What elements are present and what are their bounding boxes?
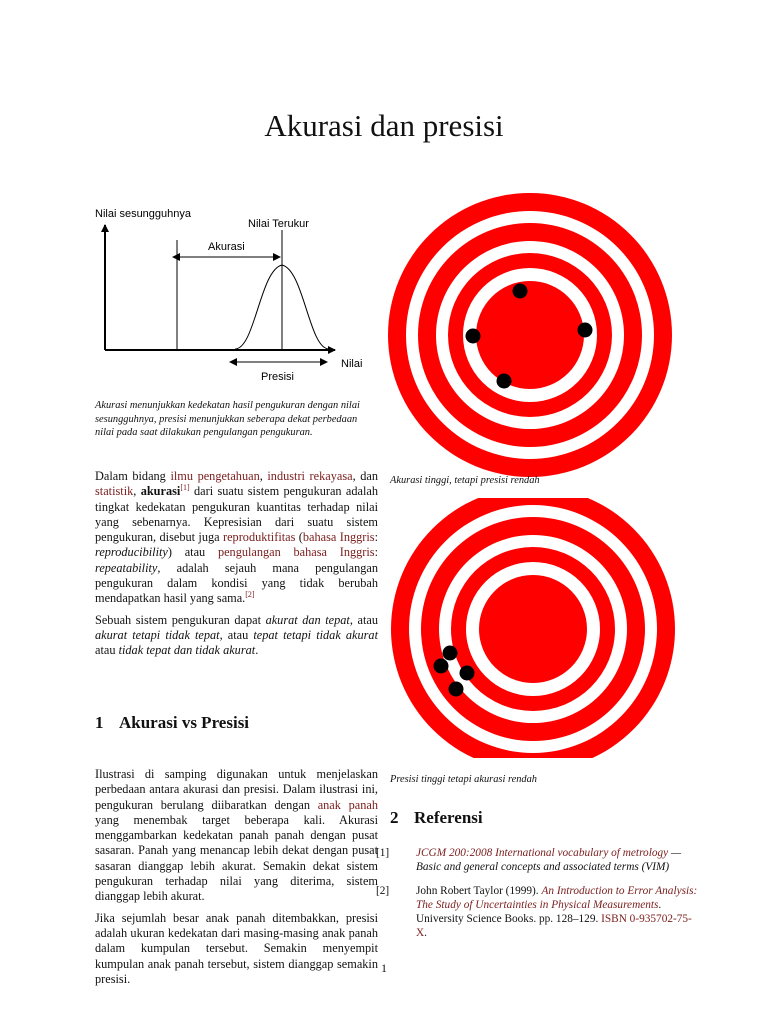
intro-paragraph-1: Dalam bidang ilmu pengetahuan, industri rekayasa, dan statistik, akurasi[1] dari suatu sistem pengukuran adalah tingkat kedekatan pengukuran kuantitas terhadap nilai yang sebenarnya. Kepresisian dari suatu sistem pengukuran, disebut juga reproduktifitas (bahasa Inggris: reproducibility) atau pengulangan bahasa Inggris: repeatability, adalah sejauh mana pengulangan pengukuran dalam kondisi yang tidak berubah mendapatkan hasil yang sama.[2] [95, 469, 379, 606]
intro-paragraph-2: Sebuah sistem pengukuran dapat akurat dan tepat, atau akurat tetapi tidak tepat, atau tepat tetapi tidak akurat atau tidak tepat dan tidak akurat. [95, 612, 378, 658]
figure1-caption: Akurasi menunjukkan kedekatan hasil pengukuran dengan nilai sesungguhnya, presisi menunjukkan seberapa dekat perbedaan nilai pada saat dilakukan pengulangan pengukuran. [95, 400, 360, 438]
isbn-link[interactable]: ISBN 0-935702-75-X [416, 913, 692, 939]
link-pengulangan[interactable]: pengulangan [217, 545, 281, 560]
section-1-heading: 1 Akurasi vs Presisi [95, 713, 250, 732]
hit-dot [460, 666, 475, 681]
label-precision: Presisi [261, 371, 295, 383]
page-title: Akurasi dan presisi [264, 108, 504, 143]
citation-2[interactable]: [2] [245, 590, 255, 600]
label-measured-value: Nilai Terukur [248, 218, 309, 230]
page-number: 1 [381, 961, 387, 975]
target-high-precision-low-accuracy [390, 498, 680, 758]
hit-dot [466, 329, 481, 344]
reference-1-link[interactable]: JCGM 200:2008 International vocabulary of metrology [416, 847, 669, 859]
reference-2-link[interactable]: An Introduction to Error Analysis: The Study of Uncertainties in Physical Measurements [416, 885, 698, 911]
hit-dot [434, 659, 449, 674]
hit-dot [497, 374, 512, 389]
section-2-heading: 2 Referensi [390, 808, 483, 827]
target1-caption: Akurasi tinggi, tetapi presisi rendah [390, 475, 540, 486]
accuracy-precision-diagram [95, 200, 385, 385]
link-anak-panah[interactable]: anak panah [317, 797, 378, 812]
hit-dot [443, 646, 458, 661]
hit-dot [513, 284, 528, 299]
bullseye [476, 281, 584, 389]
link-industri-rekayasa[interactable]: industri rekayasa [267, 469, 353, 483]
label-accuracy: Akurasi [208, 241, 245, 253]
reference-2: [2] John Robert Taylor (1999). An Introduction to Error Analysis: The Study of Uncertainties in Physical Measurements. University Science Books. pp. 128–129. ISBN 0-935702-75-X. [376, 885, 698, 939]
link-statistik[interactable]: statistik [95, 484, 134, 499]
section-1-paragraph-2: Jika sejumlah besar anak panah ditembakkan, presisi adalah ukuran kedekatan dari masing-masing anak panah dalam kumpulan tersebut. Semakin menyempit kumpulan anak panah tersebut, sistem dianggap semakin presisi. [95, 910, 378, 986]
hit-dot [578, 323, 593, 338]
link-bahasa-inggris[interactable]: bahasa Inggris [302, 530, 375, 545]
section-1-paragraph-1: Ilustrasi di samping digunakan untuk menjelaskan perbedaan antara akurasi dan presisi. Dalam ilustrasi ini, pengukuran berulang diibaratkan dengan anak panah yang menembak target beberapa kali. Akurasi menggambarkan kedekatan panah panah dengan pusat sasaran. Panah yang menancap lebih dekat dengan pusat sasaran dianggap lebih akurat. Semakin dekat sistem pengukuran terhadap nilai yang diterima, sistem dianggap lebih akurat. [95, 767, 378, 904]
label-true-value: Nilai sesungguhnya [95, 208, 192, 220]
label-value: Nilai [341, 358, 363, 370]
section-1-text [95, 767, 378, 987]
link-ilmu-pengetahuan[interactable]: ilmu pengetahuan [170, 469, 260, 483]
link-reproduktifitas[interactable]: reproduktifitas [223, 530, 296, 545]
citation-1[interactable]: [1] [180, 483, 190, 493]
target2-caption: Presisi tinggi tetapi akurasi rendah [390, 774, 538, 785]
link-bahasa-inggris[interactable]: bahasa Inggris [293, 545, 375, 560]
reference-1: [1] JCGM 200:2008 International vocabulary of metrology — Basic and general concepts and associated terms (VIM) [376, 847, 682, 873]
hit-dot [449, 682, 464, 697]
intro-text [95, 469, 378, 659]
target-high-accuracy-low-precision [386, 193, 676, 477]
bullseye [479, 575, 587, 683]
